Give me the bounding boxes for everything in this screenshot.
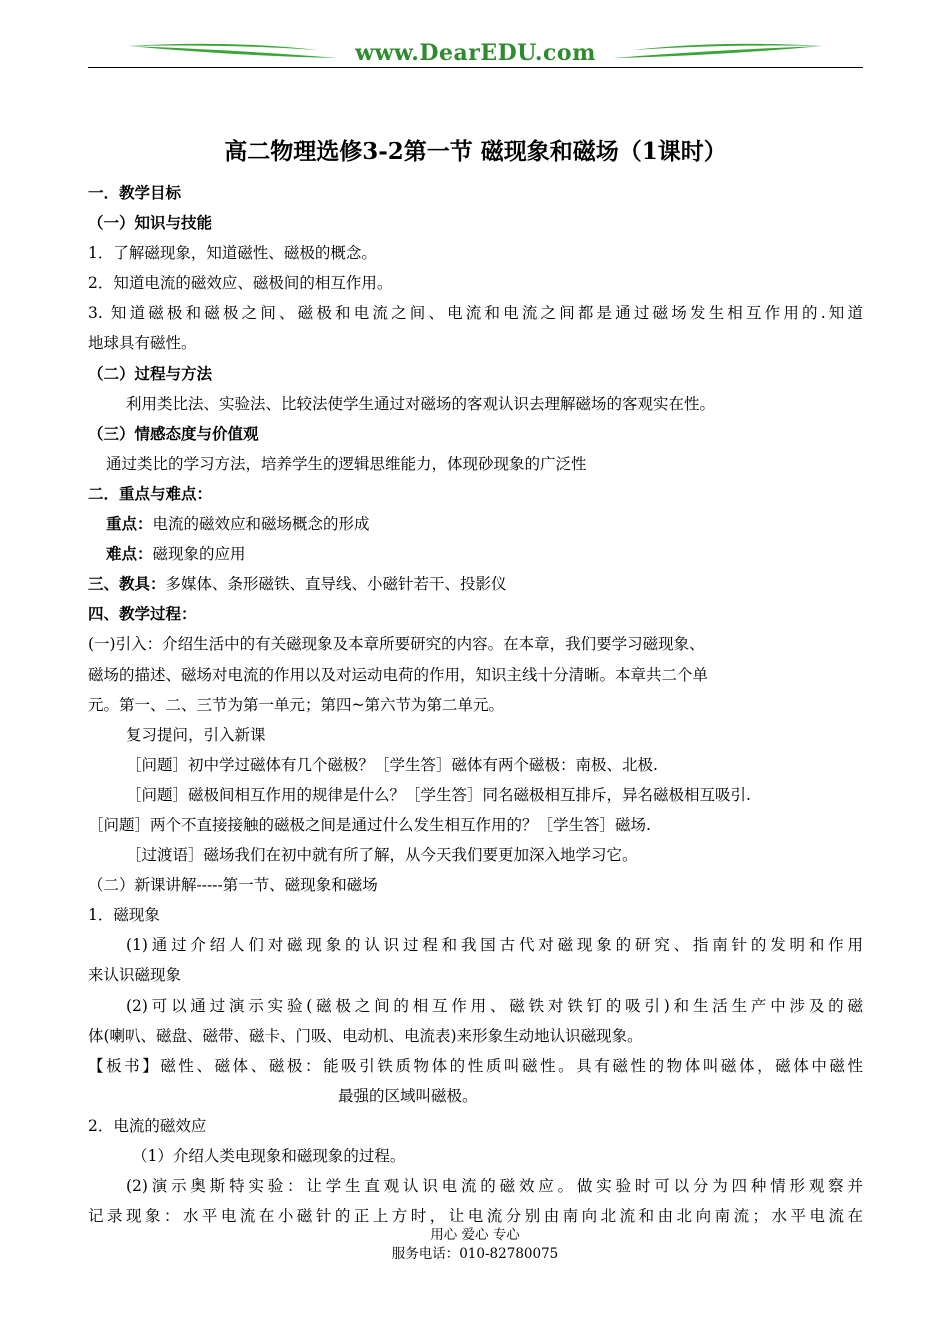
section-heading: 四、教学过程：: [88, 604, 197, 624]
paragraph-line: 记录现象：水平电流在小磁针的正上方时，让电流分别由南向北流和由北向南流；水平电流在: [88, 1207, 863, 1226]
page-footer: [0, 1226, 950, 1264]
equipment-label: 三、教具：: [88, 574, 166, 594]
site-logo[interactable]: www.DearEDU.com: [355, 40, 596, 66]
paragraph-line: 3. 知道磁极和磁极之间、磁极和电流之间、电流和电流之间都是通过磁场发生相互作用的.知道: [88, 304, 863, 323]
paragraph-line: (2)演示奥斯特实验：让学生直观认识电流的磁效应。做实验时可以分为四种情形观察并: [126, 1177, 863, 1196]
key-point-label: 重点：: [106, 514, 153, 534]
paragraph-line: (2)可以通过演示实验(磁极之间的相互作用、磁铁对铁钉的吸引)和生活生产中涉及的磁: [126, 996, 863, 1015]
difficult-point-text: 磁现象的应用: [152, 545, 246, 564]
paragraph-line: 2．知道电流的磁效应、磁极间的相互作用。: [88, 274, 393, 293]
question-line: ［问题］磁极间相互作用的规律是什么？［学生答］同名磁极相互排斥，异名磁极相互吸引.: [126, 785, 751, 804]
paragraph-line: 地球具有磁性。: [88, 334, 197, 353]
paragraph-line: 来认识磁现象: [88, 966, 182, 985]
difficult-point-label: 难点：: [106, 544, 153, 564]
paragraph-line: （1）介绍人类电现象和磁现象的过程。: [132, 1147, 406, 1165]
document-title: 高二物理选修3-2第一节 磁现象和磁场（1课时）: [224, 138, 727, 165]
section-heading: 一．教学目标: [88, 183, 182, 202]
equipment-line: [88, 569, 863, 599]
subsection-heading: （二）过程与方法: [88, 363, 213, 383]
board-line: 【板书】磁性、磁体、磁极：能吸引铁质物体的性质叫磁性。具有磁性的物体叫磁体，磁体中磁性: [88, 1056, 863, 1075]
paragraph-line: 利用类比法、实验法、比较法使学生通过对磁场的客观认识去理解磁场的客观实在性。: [126, 394, 716, 413]
key-point-line: [88, 509, 863, 539]
header-divider: [88, 67, 863, 68]
paragraph-line: 复习提问，引入新课: [126, 725, 266, 744]
section-heading: 二．重点与难点：: [88, 483, 213, 503]
item-heading: 1．磁现象: [88, 906, 160, 925]
subsection-heading: （三）情感态度与价值观: [88, 423, 259, 443]
key-point-text: 电流的磁效应和磁场概念的形成: [152, 515, 370, 534]
question-line: ［问题］两个不直接接触的磁极之间是通过什么发生相互作用的？［学生答］磁场.: [88, 815, 651, 834]
equipment-text: 多媒体、条形磁铁、直导线、小磁针若干、投影仪: [165, 575, 507, 594]
subsection-heading: （一）知识与技能: [88, 213, 213, 233]
footer-phone: 服务电话：010-82780075: [391, 1246, 559, 1262]
paragraph-line: 磁场的描述、磁场对电流的作用以及对运动电荷的作用，知识主线十分清晰。本章共二个单: [88, 665, 709, 684]
document-body: [88, 130, 863, 1231]
transition-line: ［过渡语］磁场我们在初中就有所了解，从今天我们要更加深入地学习它。: [126, 846, 638, 865]
paragraph-line: (1)通过介绍人们对磁现象的认识过程和我国古代对磁现象的研究、指南针的发明和作用: [126, 936, 863, 955]
question-line: ［问题］初中学过磁体有几个磁极？［学生答］磁体有两个磁极：南极、北极.: [126, 755, 658, 774]
paragraph-line: 1．了解磁现象，知道磁性、磁极的概念。: [88, 244, 377, 263]
page-header: [88, 36, 863, 70]
difficult-point-line: [88, 539, 863, 569]
paragraph-line: 元。第一、二、三节为第一单元；第四~第六节为第二单元。: [88, 695, 504, 714]
subsection-heading: （二）新课讲解-----第一节、磁现象和磁场: [88, 876, 378, 895]
board-line: 最强的区域叫磁极。: [338, 1086, 478, 1105]
paragraph-line: 体(喇叭、磁盘、磁带、磁卡、门吸、电动机、电流表)来形象生动地认识磁现象。: [88, 1026, 643, 1045]
paragraph-line: 通过类比的学习方法，培养学生的逻辑思维能力，体现砂现象的广泛性: [106, 454, 587, 473]
paragraph-line: (一)引入：介绍生活中的有关磁现象及本章所要研究的内容。在本章，我们要学习磁现象、: [88, 635, 705, 654]
item-heading: 2．电流的磁效应: [88, 1116, 207, 1135]
footer-slogan: 用心 爱心 专心: [430, 1227, 520, 1243]
